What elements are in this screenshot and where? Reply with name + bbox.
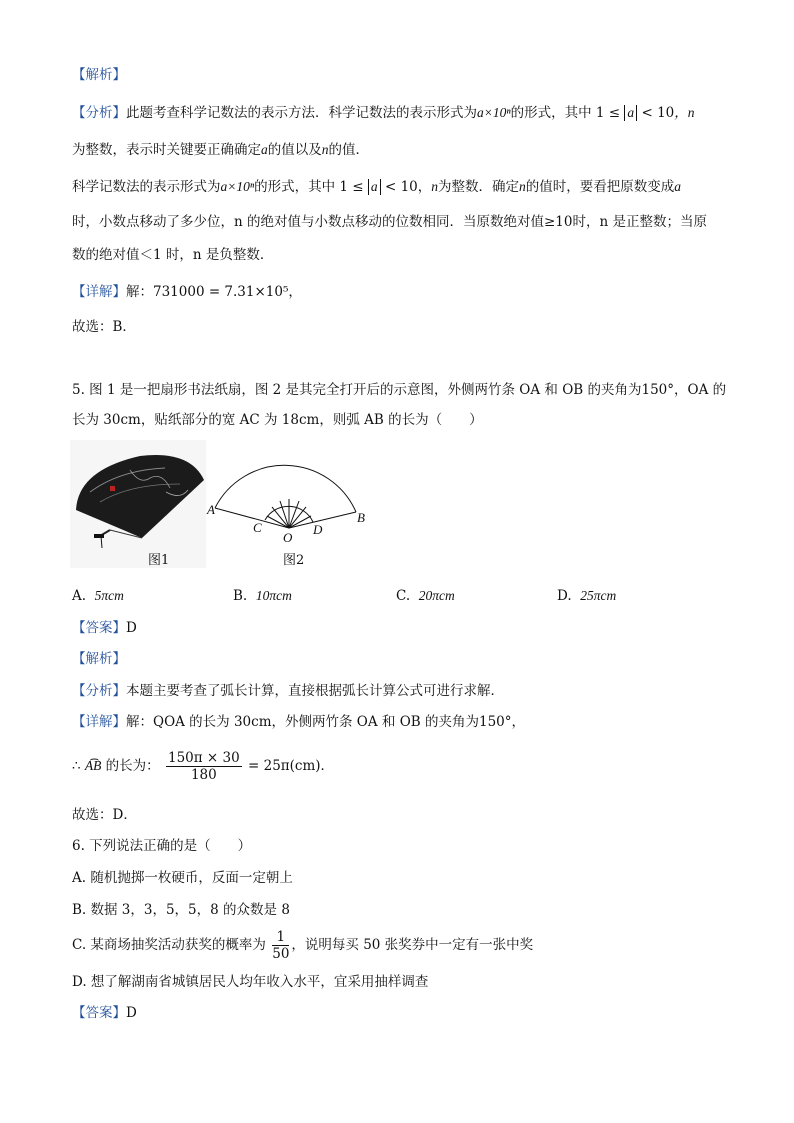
range-right: < 10	[641, 105, 675, 121]
fig2-caption: 图2	[283, 553, 305, 568]
fig1-caption: 图1	[148, 553, 170, 568]
q5-option-b	[233, 588, 292, 604]
q6-option-a: A. 随机抛掷一枚硬币，反面一定朝上	[72, 870, 293, 886]
q5-stem-2: 长为 30cm，贴纸部分的宽 AC 为 18cm，则弧 AB 的长为（ ）	[72, 412, 483, 428]
q5-fenxi-text: 本题主要考查了弧长计算，直接根据弧长计算公式可进行求解．	[126, 683, 504, 699]
prob-denominator: 50	[272, 946, 290, 962]
q5-answer	[72, 619, 137, 637]
fenxi-line-5: 数的绝对值＜1 时，n 是负整数．	[72, 247, 274, 263]
fraction-denominator: 180	[190, 767, 217, 783]
fraction-numerator: 150π × 30	[167, 750, 240, 766]
prob-numerator: 1	[272, 929, 289, 946]
fan-photo-figure	[70, 440, 206, 568]
label-D: D	[313, 522, 323, 537]
jiexi-tag: 【解析】	[72, 67, 126, 83]
label-B: B	[357, 510, 365, 525]
line3-c: ，	[417, 179, 432, 195]
q6-answer	[72, 1004, 137, 1022]
q5-option-b-letter: B.	[233, 588, 248, 604]
label-A: A	[207, 502, 215, 517]
rib-OB	[289, 512, 356, 528]
q5-option-d-letter: D.	[557, 588, 572, 604]
xiangjie-text: 解：731000 = 7.31×10⁵，	[126, 284, 302, 300]
arc-ab: A͡B	[84, 758, 102, 773]
q5-option-c-letter: C.	[396, 588, 411, 604]
range-abs-a: a	[624, 105, 637, 121]
q6-option-c-a: C. 某商场抽奖活动获奖的概率为	[72, 937, 266, 953]
answer-line: 故选：B．	[72, 319, 136, 335]
q6-option-b: B. 数据 3，3，5，5，8 的众数是 8	[72, 902, 290, 918]
q5-option-b-text: 10πcm	[255, 588, 292, 603]
q6-daan-value: D	[126, 1005, 137, 1021]
fenxi-text-c: ，n	[674, 105, 695, 120]
line3-formula: a×10ⁿ	[220, 179, 255, 194]
fenxi-line-4: 时，小数点移动了多少位，n 的绝对值与小数点移动的位数相同．当原数绝对值≥10时，n 是正整数；当原	[72, 214, 707, 230]
fenxi-line-1	[72, 104, 695, 122]
q5-option-d	[557, 588, 616, 604]
line3-g: 的值时，要看把原数变成	[525, 179, 675, 195]
q5-jiexi-tag: 【解析】	[72, 651, 126, 667]
xiangjie-tag: 【详解】	[72, 284, 126, 300]
line2-a: 为整数，表示时关键要正确确定	[72, 142, 261, 158]
line3-d: n	[431, 179, 438, 194]
q5-xiangjie	[72, 713, 525, 731]
line3-f: n	[519, 179, 526, 194]
q5-daan-tag: 【答案】	[72, 620, 126, 636]
line3-range-abs: a	[368, 179, 381, 195]
fenxi-tag: 【分析】	[72, 105, 126, 121]
calc-mid: 的长为：	[101, 758, 160, 774]
arc-length-fraction	[166, 750, 242, 783]
therefore-symbol: ∴	[72, 758, 85, 774]
line3-range-left: 1 ≤	[339, 179, 364, 195]
q6-option-c-b: ，说明每买 50 张奖券中一定有一张中奖	[291, 937, 534, 953]
q6-stem: 6. 下列说法正确的是（ ）	[72, 838, 252, 854]
sci-notation-formula: a×10ⁿ	[477, 105, 511, 120]
q5-option-a	[72, 588, 124, 604]
label-C: C	[253, 520, 262, 535]
xiangjie-line	[72, 283, 302, 301]
q5-daan-value: D	[126, 620, 137, 636]
q5-calculation	[72, 750, 334, 783]
q5-option-d-text: 25πcm	[580, 588, 617, 603]
line2-var2: n	[321, 142, 329, 157]
q6-option-c	[72, 929, 533, 962]
q5-xiangjie-tag: 【详解】	[72, 714, 126, 730]
line2-b: 的值以及	[267, 142, 322, 158]
line2-c: 的值．	[328, 142, 369, 158]
fan-diagram-figure	[205, 440, 380, 575]
line3-range-right: < 10	[384, 179, 418, 195]
rib-OA	[215, 508, 289, 528]
line3-h: a	[674, 179, 681, 194]
fenxi-line-3	[72, 178, 681, 196]
q5-option-c	[396, 588, 455, 604]
line2-var1: a	[261, 142, 268, 157]
q5-option-a-text: 5πcm	[94, 588, 124, 603]
fenxi-line-2	[72, 141, 369, 159]
fenxi-text-b: 的形式，其中	[510, 105, 592, 121]
probability-fraction	[272, 929, 289, 962]
q5-conclusion: 故选：D．	[72, 807, 137, 823]
q5-fenxi	[72, 682, 504, 700]
q6-option-d: D. 想了解湖南省城镇居民人均年收入水平，宜采用抽样调查	[72, 974, 429, 990]
q5-xiangjie-text: 解：QOA 的长为 30cm，外侧两竹条 OA 和 OB 的夹角为150°，	[126, 714, 525, 730]
label-O: O	[283, 530, 293, 545]
line3-b: 的形式，其中	[254, 179, 336, 195]
range-left: 1 ≤	[595, 105, 621, 121]
outer-arc-AB	[215, 465, 356, 512]
line3-e: 为整数．确定	[438, 179, 519, 195]
q5-option-a-letter: A.	[72, 588, 87, 604]
q6-daan-tag: 【答案】	[72, 1005, 126, 1021]
calc-result: = 25π(cm)．	[248, 758, 335, 774]
q5-fenxi-tag: 【分析】	[72, 683, 126, 699]
fenxi-text-a: 此题考查科学记数法的表示方法．科学记数法的表示形式为	[126, 105, 477, 121]
q5-option-c-text: 20πcm	[418, 588, 455, 603]
line3-a: 科学记数法的表示形式为	[72, 179, 221, 195]
q5-stem-1: 5. 图 1 是一把扇形书法纸扇，图 2 是其完全打开后的示意图，外侧两竹条 OA 和 OB 的夹角为150°，OA 的	[72, 382, 727, 398]
